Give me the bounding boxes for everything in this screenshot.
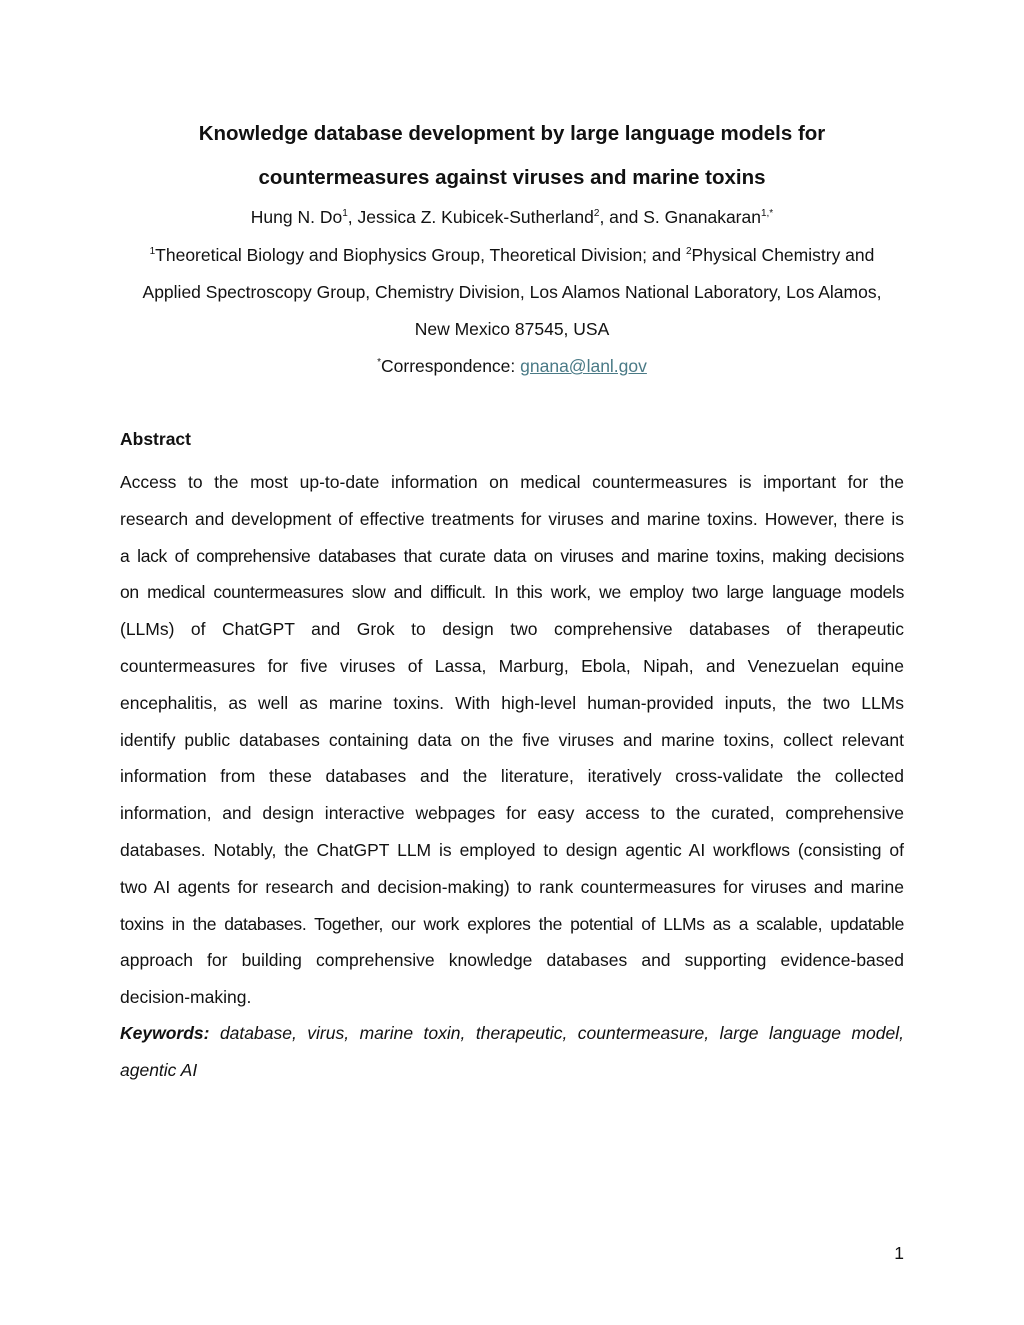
- page-number: 1: [894, 1243, 904, 1263]
- abstract-line: (LLMs) of ChatGPT and Grok to design two comprehensive databases of therapeutic: [120, 619, 904, 640]
- affiliation-text: Physical Chemistry and: [691, 245, 875, 265]
- correspondence-mark: *: [377, 357, 382, 369]
- author-separator: , and: [599, 207, 644, 227]
- paper-title: [120, 112, 904, 200]
- abstract-line: approach for building comprehensive knowledge databases and supporting evidence-based: [120, 950, 904, 971]
- abstract-body: [120, 464, 904, 1016]
- title-line-1: Knowledge database development by large language models for: [198, 122, 826, 145]
- affiliation-text: Theoretical Biology and Biophysics Group, Theoretical Division; and: [155, 245, 686, 265]
- affiliation-line-1: [100, 243, 924, 267]
- author-name: S. Gnanakaran: [643, 207, 761, 227]
- correspondence-line: [100, 354, 924, 378]
- abstract-line: Access to the most up-to-date information on medical countermeasures is important for the: [120, 472, 904, 492]
- abstract-line: countermeasures for five viruses of Lassa, Marburg, Ebola, Nipah, and Venezuelan equine: [120, 655, 904, 676]
- abstract-line: toxins in the databases. Together, our work explores the potential of LLMs as a scalable, updatable: [120, 913, 904, 934]
- abstract-line: on medical countermeasures slow and difficult. In this work, we employ two large language models: [120, 582, 904, 603]
- correspondence-label: Correspondence:: [381, 356, 521, 376]
- author-affiliation-mark: 1,*: [760, 208, 774, 220]
- keywords: [120, 1015, 904, 1089]
- keywords-line-2: agentic AI: [120, 1059, 198, 1080]
- correspondence-email-link[interactable]: gnana@lanl.gov: [520, 356, 647, 376]
- abstract-line: identify public databases containing data on the five viruses and marine toxins, collect relevant: [120, 729, 904, 750]
- affiliation-mark: 1: [149, 246, 156, 258]
- abstract-line: encephalitis, as well as marine toxins. With high-level human-provided inputs, the two LLMs: [120, 692, 904, 713]
- author-list: [100, 205, 924, 229]
- abstract-line: two AI agents for research and decision-making) to rank countermeasures for viruses and marine: [120, 876, 904, 897]
- keywords-label: Keywords:: [120, 1023, 210, 1043]
- title-line-2: countermeasures against viruses and marine toxins: [258, 166, 766, 189]
- abstract-line: decision-making.: [120, 987, 252, 1008]
- abstract-line: databases. Notably, the ChatGPT LLM is employed to design agentic AI workflows (consisting of: [120, 839, 904, 860]
- affiliation-line-2: Applied Spectroscopy Group, Chemistry Division, Los Alamos National Laboratory, Los Alamos,: [142, 282, 882, 302]
- abstract-line: a lack of comprehensive databases that curate data on viruses and marine toxins, making decisions: [120, 545, 904, 566]
- abstract-line: research and development of effective treatments for viruses and marine toxins. However, there is: [120, 508, 904, 529]
- abstract-line: information from these databases and the literature, iteratively cross-validate the collected: [120, 766, 904, 787]
- author-name: Hung N. Do: [250, 207, 343, 227]
- affiliation-line-3: New Mexico 87545, USA: [414, 319, 610, 339]
- author-affiliation-mark: 2: [593, 208, 600, 220]
- abstract-heading: Abstract: [120, 429, 191, 449]
- author-separator: ,: [347, 207, 358, 227]
- keywords-line-1: [120, 1015, 904, 1052]
- author-affiliation-mark: 1: [342, 208, 348, 220]
- affiliation-mark: 2: [685, 246, 692, 258]
- keywords-text: database, virus, marine toxin, therapeutic, countermeasure, large language model,: [209, 1023, 904, 1043]
- author-name: Jessica Z. Kubicek-Sutherland: [357, 207, 594, 227]
- abstract-line: information, and design interactive webpages for easy access to the curated, comprehensive: [120, 803, 904, 824]
